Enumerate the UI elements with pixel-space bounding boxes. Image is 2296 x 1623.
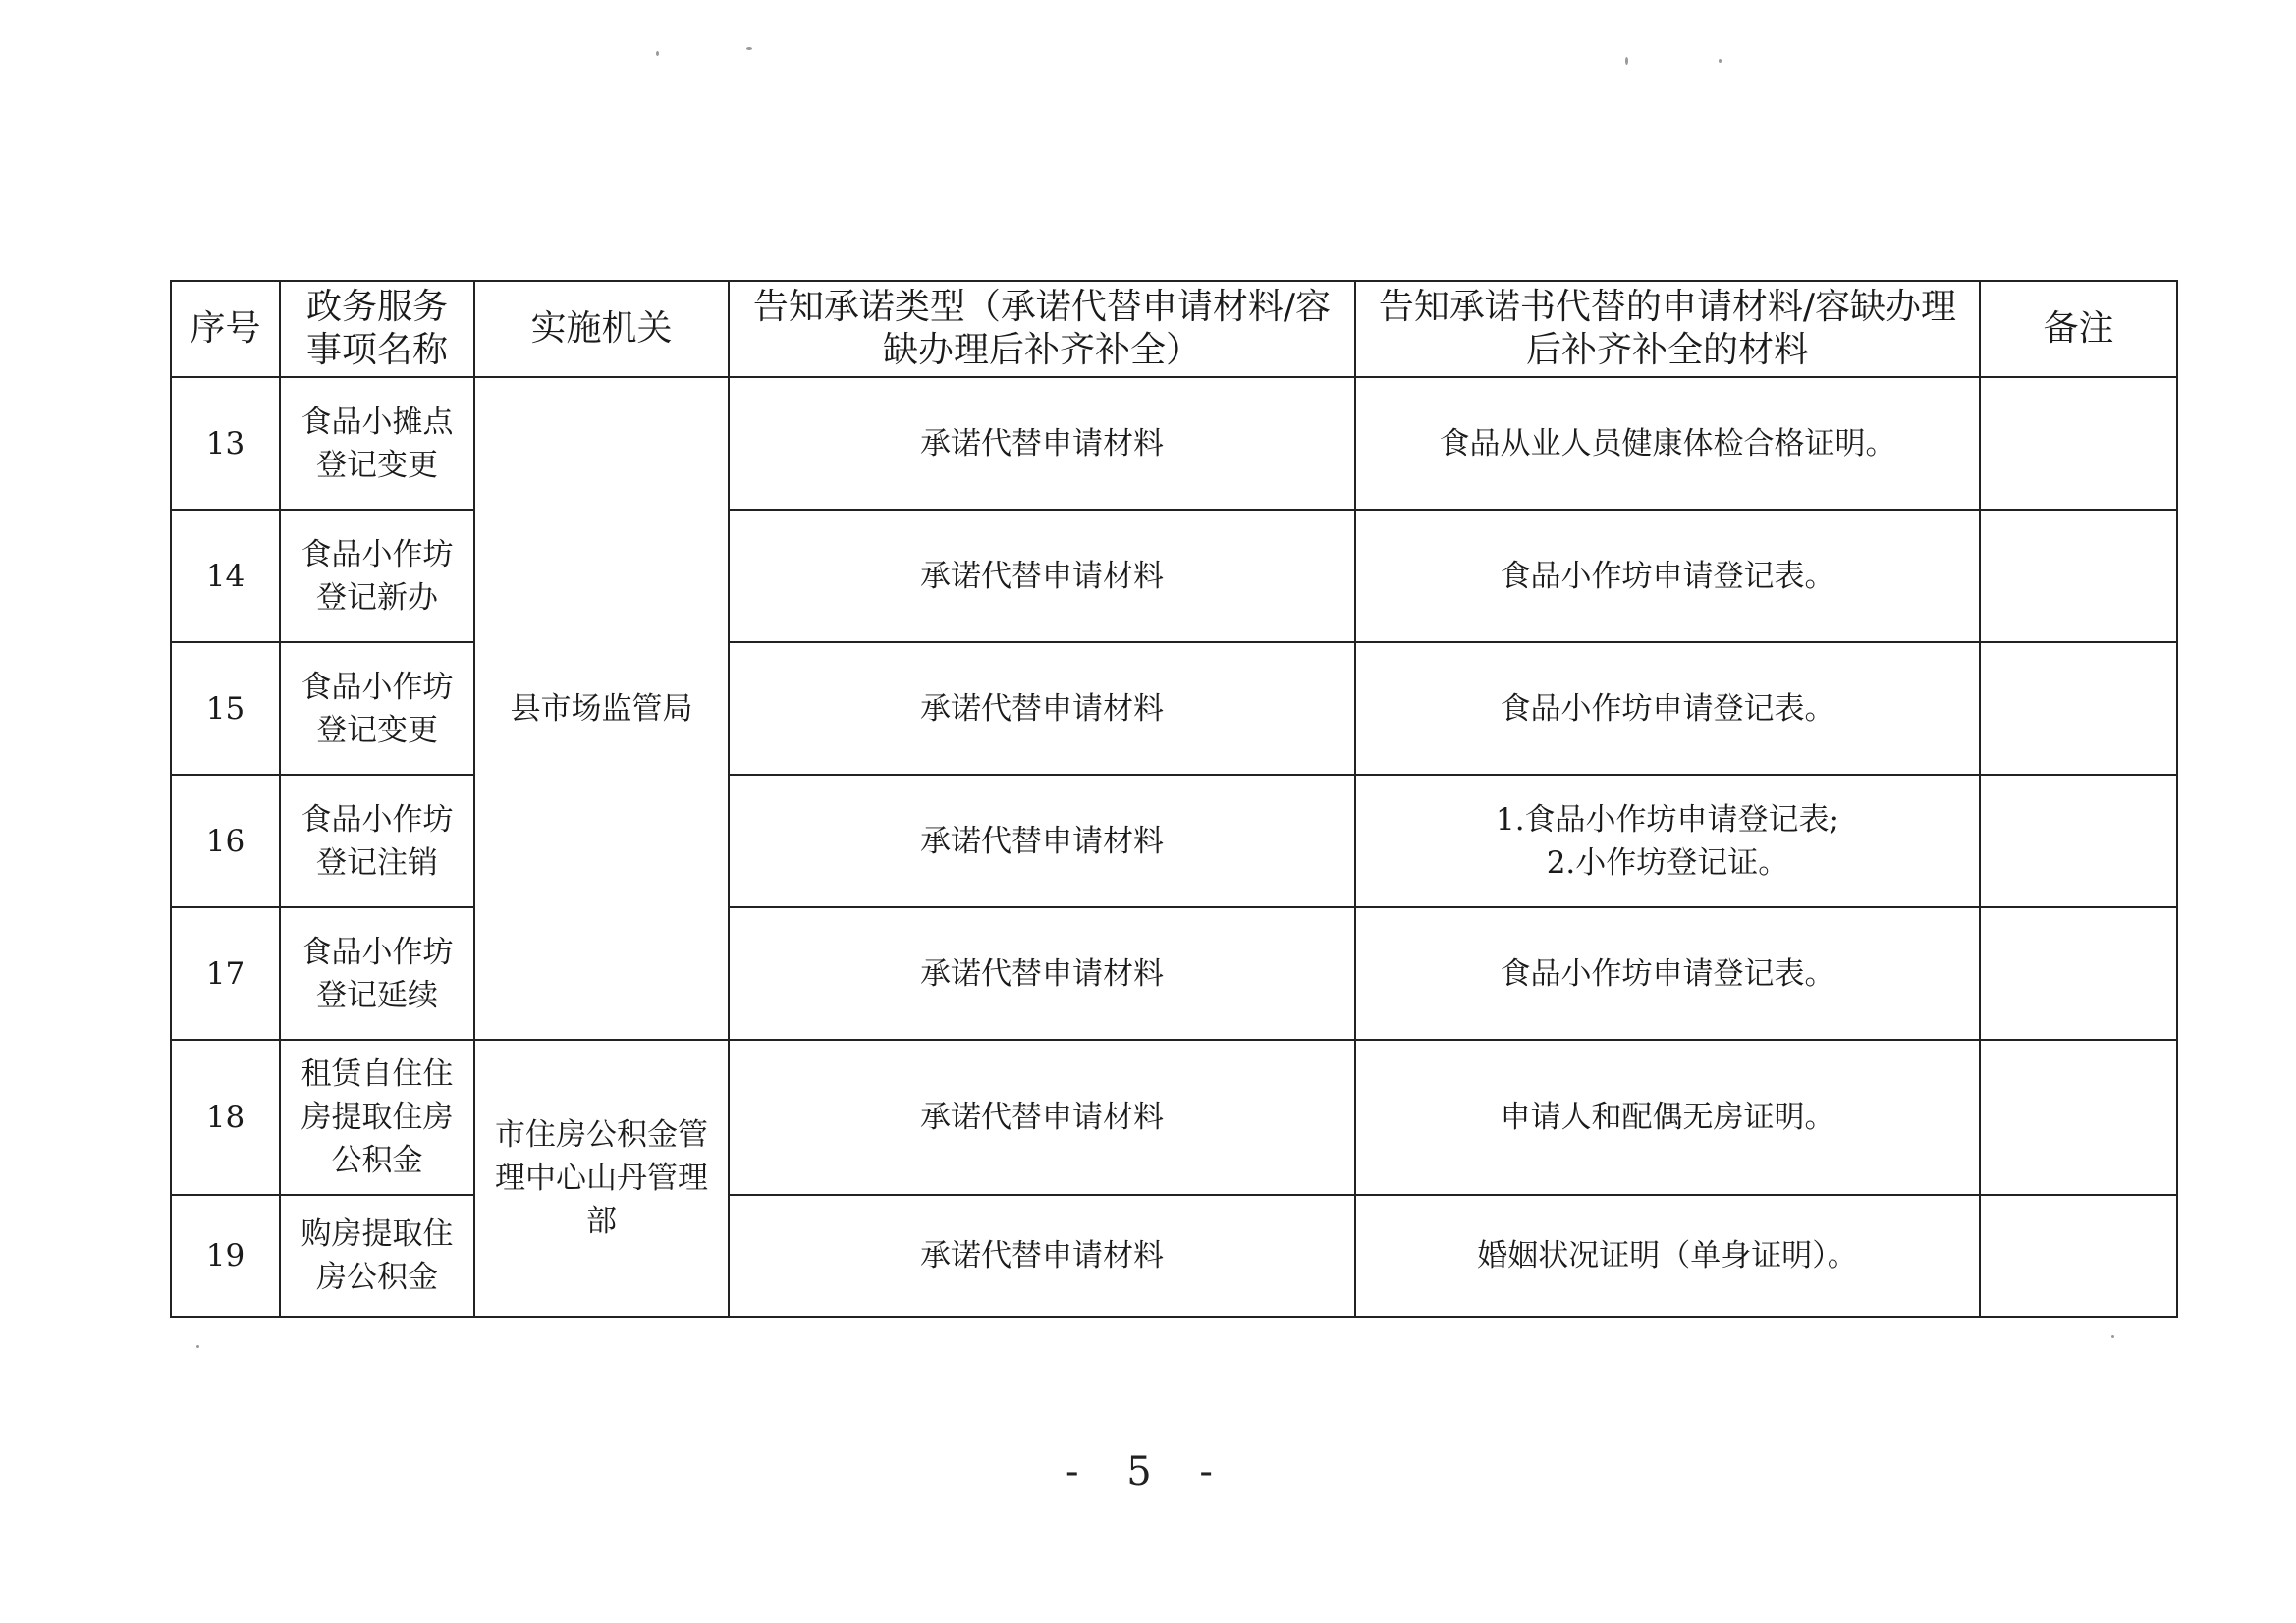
scan-speck (1719, 59, 1722, 63)
row-remark (1980, 642, 2177, 775)
row-item-name: 租赁自住住房提取住房公积金 (280, 1040, 474, 1195)
row-commitment-type: 承诺代替申请材料 (729, 377, 1355, 510)
material-line: 2.小作坊登记证。 (1546, 844, 1789, 881)
header-materials: 告知承诺书代替的申请材料/容缺办理后补齐补全的材料 (1355, 281, 1980, 377)
row-materials (1355, 377, 1980, 510)
row-commitment-type: 承诺代替申请材料 (729, 775, 1355, 907)
table-row (171, 377, 2177, 510)
row-seq: 14 (171, 510, 280, 642)
header-remark: 备注 (1980, 281, 2177, 377)
scan-speck (746, 47, 752, 50)
header-item-name: 政务服务事项名称 (280, 281, 474, 377)
row-item-name: 食品小作坊登记延续 (280, 907, 474, 1040)
row-item-name: 食品小作坊登记注销 (280, 775, 474, 907)
row-item-name: 食品小摊点登记变更 (280, 377, 474, 510)
row-seq: 15 (171, 642, 280, 775)
row-remark (1980, 775, 2177, 907)
row-seq: 13 (171, 377, 280, 510)
row-commitment-type: 承诺代替申请材料 (729, 1195, 1355, 1317)
scan-speck (656, 51, 659, 56)
row-commitment-type: 承诺代替申请材料 (729, 642, 1355, 775)
material-line: 婚姻状况证明（单身证明）。 (1477, 1238, 1858, 1273)
row-item-name: 食品小作坊登记新办 (280, 510, 474, 642)
header-commitment-type: 告知承诺类型（承诺代替申请材料/容缺办理后补齐补全） (729, 281, 1355, 377)
row-remark (1980, 1040, 2177, 1195)
commitment-table (170, 280, 2178, 1318)
material-line: 1.食品小作坊申请登记表; (1495, 801, 1840, 838)
row-seq: 18 (171, 1040, 280, 1195)
row-commitment-type: 承诺代替申请材料 (729, 510, 1355, 642)
row-commitment-type: 承诺代替申请材料 (729, 907, 1355, 1040)
row-org: 县市场监管局 (474, 377, 729, 1040)
row-materials (1355, 907, 1980, 1040)
row-remark (1980, 510, 2177, 642)
page-number: - 5 - (1066, 1449, 1230, 1494)
row-materials (1355, 642, 1980, 775)
row-materials (1355, 510, 1980, 642)
table-row (171, 642, 2177, 775)
row-org: 市住房公积金管理中心山丹管理部 (474, 1040, 729, 1317)
table-row (171, 1040, 2177, 1195)
table-row (171, 510, 2177, 642)
row-remark (1980, 1195, 2177, 1317)
row-seq: 19 (171, 1195, 280, 1317)
row-materials (1355, 1195, 1980, 1317)
table-row (171, 1195, 2177, 1317)
header-org: 实施机关 (474, 281, 729, 377)
scan-speck (2111, 1335, 2114, 1338)
row-remark (1980, 377, 2177, 510)
material-line: 食品从业人员健康体检合格证明。 (1439, 425, 1896, 461)
material-line: 食品小作坊申请登记表。 (1500, 955, 1835, 992)
material-line: 食品小作坊申请登记表。 (1500, 690, 1835, 727)
table-row (171, 907, 2177, 1040)
scan-speck (1625, 57, 1628, 65)
row-item-name: 食品小作坊登记变更 (280, 642, 474, 775)
material-line: 食品小作坊申请登记表。 (1500, 558, 1835, 594)
row-seq: 17 (171, 907, 280, 1040)
row-remark (1980, 907, 2177, 1040)
row-seq: 16 (171, 775, 280, 907)
row-item-name: 购房提取住房公积金 (280, 1195, 474, 1317)
scan-speck (196, 1345, 199, 1348)
material-line: 申请人和配偶无房证明。 (1500, 1100, 1835, 1135)
table-header-row (171, 281, 2177, 377)
table-row (171, 775, 2177, 907)
row-materials (1355, 1040, 1980, 1195)
header-seq: 序号 (171, 281, 280, 377)
row-commitment-type: 承诺代替申请材料 (729, 1040, 1355, 1195)
row-materials (1355, 775, 1980, 907)
